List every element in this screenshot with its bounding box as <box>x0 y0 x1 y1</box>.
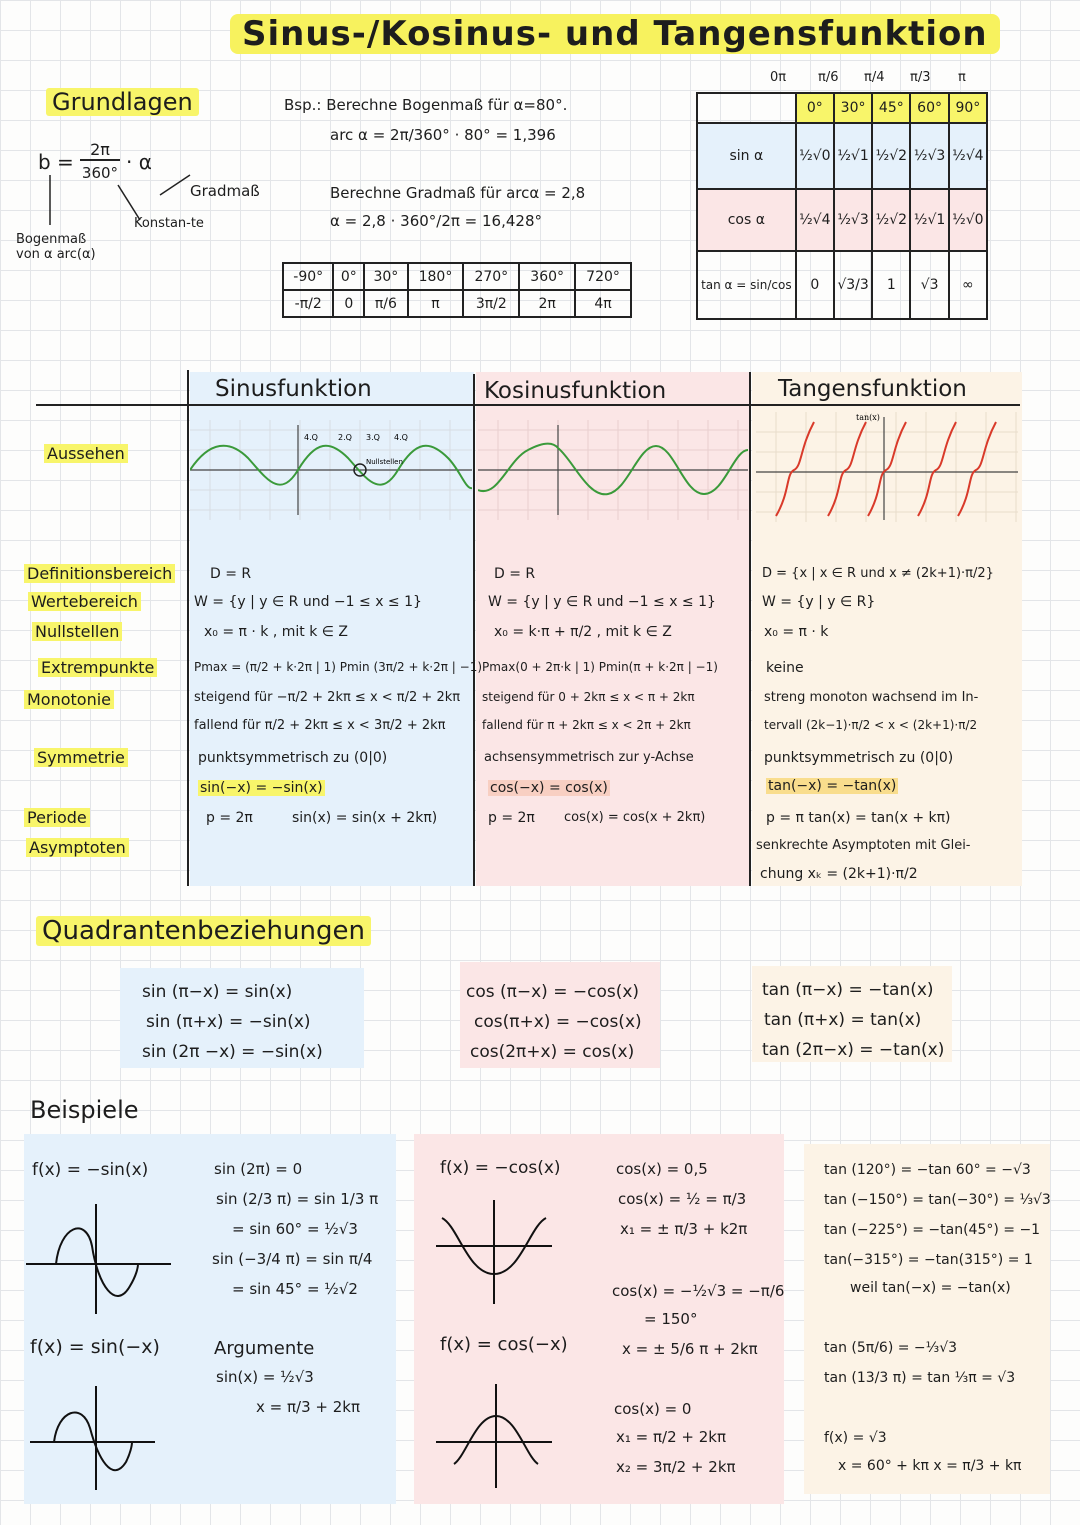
minus-sin-sketch <box>26 1196 176 1316</box>
sin-ex-4: sin (−3/4 π) = sin π/4 <box>212 1250 373 1268</box>
sin-definition: D = R <box>210 566 252 582</box>
tan-cell: ∞ <box>949 251 987 319</box>
q-label: 2.Q <box>338 433 352 442</box>
angle-cell: 90° <box>949 93 987 123</box>
cos-monotonie-fallend: fallend für π + 2kπ ≤ x < 2π + 2kπ <box>482 718 691 732</box>
rad-cell: 0 <box>333 290 364 317</box>
cos-ex1-1: cos(x) = 0,5 <box>616 1160 708 1178</box>
cos-wertebereich: W = {y | y ∈ R und −1 ≤ x ≤ 1} <box>488 594 716 610</box>
sin-ex-3: = sin 60° = ½√3 <box>232 1220 358 1238</box>
cos-cell: ½√0 <box>949 189 987 251</box>
deg-cell: 270° <box>463 263 519 290</box>
formula-num: 2π <box>80 140 120 161</box>
cos-cell: ½√3 <box>834 189 872 251</box>
tan-extrempunkte: keine <box>766 660 804 676</box>
quadrant-tan-2: tan (π+x) = tan(x) <box>764 1010 922 1030</box>
deg-cell: 30° <box>364 263 407 290</box>
grundlagen-heading: Grundlagen <box>46 88 199 116</box>
cos-symmetrie: achsensymmetrisch zur y-Achse <box>484 750 694 765</box>
tan-symmetrie: punktsymmetrisch zu (0|0) <box>764 750 954 766</box>
top-rad: π/3 <box>910 70 931 85</box>
q-label: 4.Q <box>304 433 318 442</box>
row-label-symmetrie: Symmetrie <box>34 748 128 767</box>
sin-periode-formula: sin(x) = sin(x + 2kπ) <box>292 810 438 826</box>
tan-periode: p = π tan(x) = tan(x + kπ) <box>766 810 951 826</box>
example-f1: f(x) = −sin(x) <box>32 1160 149 1180</box>
tan-asymptoten-2: chung xₖ = (2k+1)·π/2 <box>760 866 918 882</box>
cos-ex2-2: = 150° <box>644 1310 698 1328</box>
sin-ex-5: = sin 45° = ½√2 <box>232 1280 358 1298</box>
tan-ex2-1: tan (5π/6) = −⅓√3 <box>824 1340 958 1356</box>
top-rad: 0π <box>770 70 787 85</box>
tan-cell: 0 <box>796 251 834 319</box>
rad-cell: -π/2 <box>283 290 333 317</box>
null-label: Nullstellen <box>366 458 403 466</box>
col-divider <box>473 374 475 886</box>
bsp1-title: Bsp.: Berechne Bogenmaß für α=80°. <box>284 96 568 114</box>
tan-definition: D = {x | x ∈ R und x ≠ (2k+1)·π/2} <box>762 566 994 581</box>
sin-periode: p = 2π <box>206 810 253 826</box>
tan-cell: √3 <box>910 251 948 319</box>
sin-nullstellen: x₀ = π · k , mit k ∈ Z <box>204 624 349 640</box>
sin-cell: ½√3 <box>910 123 948 189</box>
sin-wertebereich: W = {y | y ∈ R und −1 ≤ x ≤ 1} <box>194 594 422 610</box>
row-label-nullstellen: Nullstellen <box>32 622 122 641</box>
deg-cell: 360° <box>519 263 575 290</box>
label-konstante: Konstan-te <box>134 216 204 231</box>
fx-label: tan(x) <box>856 413 880 422</box>
col-sin-header: Sinusfunktion <box>215 376 372 402</box>
cos-ex2-3: x = ± 5/6 π + 2kπ <box>622 1340 758 1358</box>
sin-symmetrie: punktsymmetrisch zu (0|0) <box>198 750 388 766</box>
bsp2-title: Berechne Gradmaß für arcα = 2,8 <box>330 184 586 202</box>
beispiele-heading: Beispiele <box>30 1096 139 1124</box>
cos-ex3-1: cos(x) = 0 <box>614 1400 692 1418</box>
example-f2: f(x) = sin(−x) <box>30 1336 160 1358</box>
cos-minus-x-sketch <box>436 1380 556 1490</box>
sin-cell: ½√4 <box>949 123 987 189</box>
row-label-definitionsbereich: Definitionsbereich <box>24 564 175 583</box>
rad-cell: 4π <box>575 290 631 317</box>
cos-definition: D = R <box>494 566 536 582</box>
cos-periode-formula: cos(x) = cos(x + 2kπ) <box>564 810 706 825</box>
sin-symmetrie-formula: sin(−x) = −sin(x) <box>200 780 323 796</box>
label-bogenmass: Bogenmaß von α arc(α) <box>16 232 96 262</box>
example-f3: f(x) = −cos(x) <box>440 1158 561 1178</box>
arg-title: Argumente <box>214 1338 315 1359</box>
angle-cell: 45° <box>872 93 910 123</box>
tan-ex1-1: tan (120°) = −tan 60° = −√3 <box>824 1162 1031 1178</box>
arg-2: x = π/3 + 2kπ <box>256 1398 360 1416</box>
quadrant-cos-3: cos(2π+x) = cos(x) <box>470 1042 635 1062</box>
top-rad: π/4 <box>864 70 885 85</box>
trig-table <box>696 92 988 320</box>
quadrant-cos-2: cos(π+x) = −cos(x) <box>474 1012 642 1032</box>
tan-ex3-2: x = 60° + kπ x = π/3 + kπ <box>838 1458 1022 1474</box>
angle-cell: 60° <box>910 93 948 123</box>
tan-label: tan α = sin/cos <box>697 251 796 319</box>
tan-ex1-2: tan (−150°) = tan(−30°) = ⅓√3 <box>824 1192 1051 1208</box>
tan-symmetrie-formula: tan(−x) = −tan(x) <box>768 778 897 794</box>
quadrant-heading: Quadrantenbeziehungen <box>36 916 371 946</box>
sin-minus-x-sketch <box>30 1380 160 1490</box>
angle-cell: 0° <box>796 93 834 123</box>
col-cos-header: Kosinusfunktion <box>484 378 667 404</box>
formula-den: 360° <box>81 164 119 182</box>
sin-extrempunkte: Pmax = (π/2 + k·2π | 1) Pmin (3π/2 + k·2π | −1) <box>194 660 483 674</box>
page-title: Sinus-/Kosinus- und Tangensfunktion <box>230 14 1000 54</box>
col-divider <box>749 372 751 886</box>
cos-ex3-3: x₂ = 3π/2 + 2kπ <box>616 1458 736 1476</box>
top-rad: π/6 <box>818 70 839 85</box>
quadrant-cos-1: cos (π−x) = −cos(x) <box>466 982 640 1002</box>
row-label-asymptoten: Asymptoten <box>26 838 129 857</box>
col-divider <box>187 370 189 886</box>
deg-rad-table <box>282 262 632 318</box>
cos-cell: ½√2 <box>872 189 910 251</box>
minus-cos-sketch <box>436 1196 556 1306</box>
tan-ex1-3: tan (−225°) = −tan(45°) = −1 <box>824 1222 1041 1238</box>
row-label-periode: Periode <box>24 808 90 827</box>
tan-graph <box>756 412 1018 522</box>
tan-cell: √3/3 <box>834 251 872 319</box>
cos-label: cos α <box>697 189 796 251</box>
cos-symmetrie-formula: cos(−x) = cos(x) <box>490 780 608 796</box>
cos-ex2-1: cos(x) = −½√3 = −π/6 <box>612 1282 785 1300</box>
row-label-extrempunkte: Extrempunkte <box>38 658 157 677</box>
quadrant-sin-2: sin (π+x) = −sin(x) <box>146 1012 311 1032</box>
row-label-monotonie: Monotonie <box>24 690 114 709</box>
row-label-wertebereich: Wertebereich <box>28 592 141 611</box>
cos-monotonie-steigend: steigend für 0 + 2kπ ≤ x < π + 2kπ <box>482 690 695 704</box>
tan-monotonie-2: tervall (2k−1)·π/2 < x < (2k+1)·π/2 <box>764 718 978 732</box>
quadrant-sin-3: sin (2π −x) = −sin(x) <box>142 1042 323 1062</box>
sin-cell: ½√2 <box>872 123 910 189</box>
deg-cell: -90° <box>283 263 333 290</box>
tan-ex3-1: f(x) = √3 <box>824 1430 887 1446</box>
quadrant-tan-3: tan (2π−x) = −tan(x) <box>762 1040 945 1060</box>
tan-wertebereich: W = {y | y ∈ R} <box>762 594 876 610</box>
sin-ex-2: sin (2/3 π) = sin 1/3 π <box>216 1190 379 1208</box>
tan-ex2-2: tan (13/3 π) = tan ⅓π = √3 <box>824 1370 1016 1386</box>
deg-cell: 0° <box>333 263 364 290</box>
formula-lhs: b = <box>38 150 74 174</box>
sin-label: sin α <box>697 123 796 189</box>
quadrant-tan-1: tan (π−x) = −tan(x) <box>762 980 934 1000</box>
cos-cell: ½√1 <box>910 189 948 251</box>
cos-extrempunkte: Pmax(0 + 2π·k | 1) Pmin(π + k·2π | −1) <box>482 660 718 674</box>
angle-cell: 30° <box>834 93 872 123</box>
tan-ex1-5: weil tan(−x) = −tan(x) <box>850 1280 1011 1296</box>
cos-ex3-2: x₁ = π/2 + 2kπ <box>616 1428 726 1446</box>
tan-nullstellen: x₀ = π · k <box>764 624 829 640</box>
arg-1: sin(x) = ½√3 <box>216 1368 314 1386</box>
label-gradmass: Gradmaß <box>190 182 260 200</box>
deg-cell: 180° <box>408 263 464 290</box>
sin-curve <box>190 446 472 488</box>
cos-graph <box>478 420 748 520</box>
row-label-aussehen: Aussehen <box>44 444 128 463</box>
rad-cell: 3π/2 <box>463 290 519 317</box>
example-f4: f(x) = cos(−x) <box>440 1334 568 1355</box>
sin-graph <box>190 420 472 520</box>
cos-ex1-3: x₁ = ± π/3 + k2π <box>620 1220 748 1238</box>
tan-cell: 1 <box>872 251 910 319</box>
quadrant-sin-1: sin (π−x) = sin(x) <box>142 982 293 1002</box>
col-tan-header: Tangensfunktion <box>778 376 967 402</box>
rad-cell: π <box>408 290 464 317</box>
top-rad: π <box>958 70 966 85</box>
tan-monotonie-1: streng monoton wachsend im In- <box>764 690 979 705</box>
tan-curves <box>776 422 996 516</box>
sin-cell: ½√0 <box>796 123 834 189</box>
cos-periode: p = 2π <box>488 810 535 826</box>
formula-tail: · α <box>126 150 152 174</box>
cos-cell: ½√4 <box>796 189 834 251</box>
bsp1-calc: arc α = 2π/360° · 80° = 1,396 <box>330 126 556 144</box>
q-label: 4.Q <box>394 433 408 442</box>
q-label: 3.Q <box>366 433 380 442</box>
cos-nullstellen: x₀ = k·π + π/2 , mit k ∈ Z <box>494 624 672 640</box>
tan-asymptoten-1: senkrechte Asymptoten mit Glei- <box>756 838 971 853</box>
tan-ex1-4: tan(−315°) = −tan(315°) = 1 <box>824 1252 1033 1268</box>
sin-monotonie-steigend: steigend für −π/2 + 2kπ ≤ x < π/2 + 2kπ <box>194 690 461 705</box>
deg-cell: 720° <box>575 263 631 290</box>
rad-cell: π/6 <box>364 290 407 317</box>
bsp2-calc: α = 2,8 · 360°/2π = 16,428° <box>330 212 542 230</box>
sin-cell: ½√1 <box>834 123 872 189</box>
sin-ex-1: sin (2π) = 0 <box>214 1160 303 1178</box>
rad-cell: 2π <box>519 290 575 317</box>
sin-monotonie-fallend: fallend für π/2 + 2kπ ≤ x < 3π/2 + 2kπ <box>194 718 446 733</box>
header-rule <box>36 404 1020 406</box>
cos-ex1-2: cos(x) = ½ = π/3 <box>618 1190 747 1208</box>
